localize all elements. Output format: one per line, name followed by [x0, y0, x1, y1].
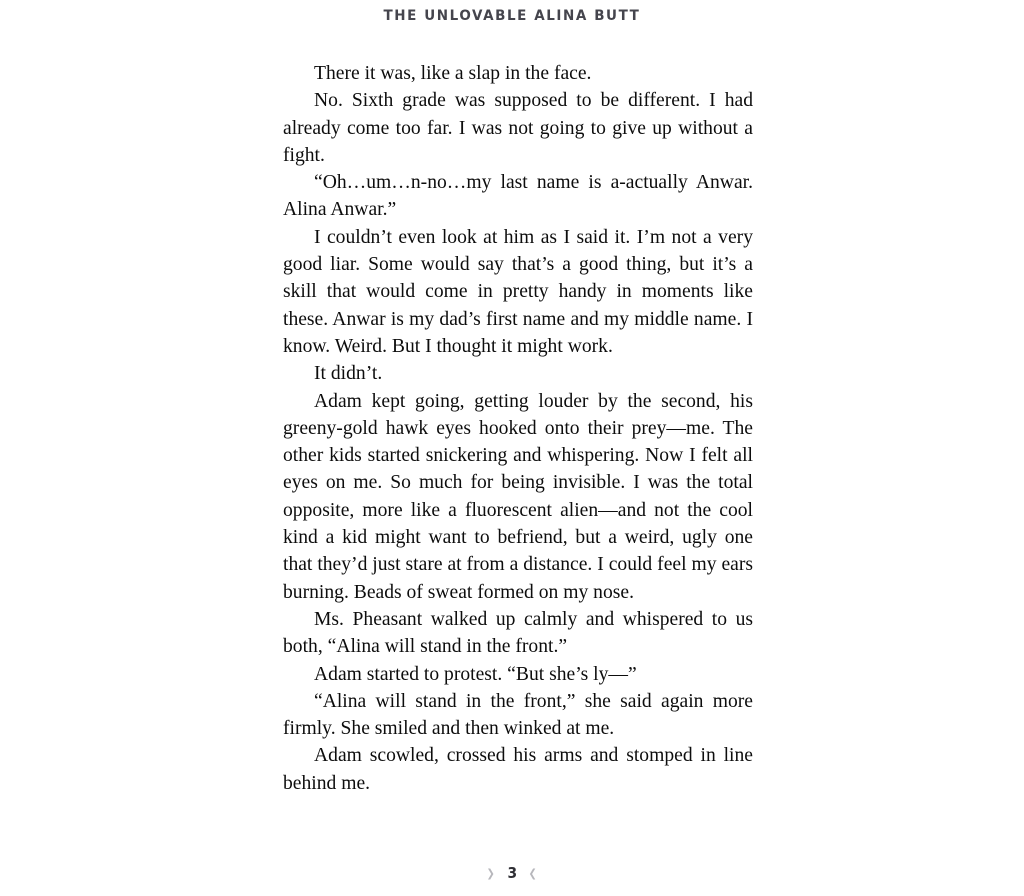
paragraph: It didn’t. — [314, 363, 383, 385]
paragraph: Adam kept going, getting louder by the second, his greeny-gold hawk eyes hooked onto their prey—me. The other kids started snickering and whispering. Now I felt all eyes on me. So much for being invisible. I was the total opposite, more like a fluorescent alien—and not the cool kind a kid might want to befriend, but a weird, ugly one that they’d just stare at from a distance. I could feel my ears burning. Beads of sweat formed on my nose. — [283, 390, 753, 603]
paragraph: Adam scowled, crossed his arms and stomped in line behind me. — [283, 745, 753, 794]
body-text-column — [283, 60, 753, 797]
paragraph: “Oh…um…n-no…my last name is a-actually Anwar. Alina Anwar.” — [283, 172, 753, 221]
chevron-left-ornament-icon: ❮ — [528, 866, 538, 880]
chevron-right-ornament-icon: ❯ — [486, 866, 496, 880]
page-number: 3 — [506, 863, 518, 882]
page-footer — [0, 862, 1024, 884]
paragraph: I couldn’t even look at him as I said it. I’m not a very good liar. Some would say that’s a good thing, but it’s a skill that would come in pretty handy in moments like these. Anwar is my dad’s first name and my middle name. I know. Weird. But I thought it might work. — [283, 226, 753, 357]
paragraph: Ms. Pheasant walked up calmly and whispered to us both, “Alina will stand in the front.” — [283, 608, 753, 658]
paragraph: There it was, like a slap in the face. — [314, 63, 592, 84]
paragraph: No. Sixth grade was supposed to be different. I had already come too far. I was not going to give up without a fight. — [283, 90, 753, 166]
running-head-title: THE UNLOVABLE ALINA BUTT — [383, 8, 641, 24]
paragraph: “Alina will stand in the front,” she said again more firmly. She smiled and then winked at me. — [283, 690, 753, 740]
paragraph: Adam started to protest. “But she’s ly—” — [314, 663, 637, 685]
